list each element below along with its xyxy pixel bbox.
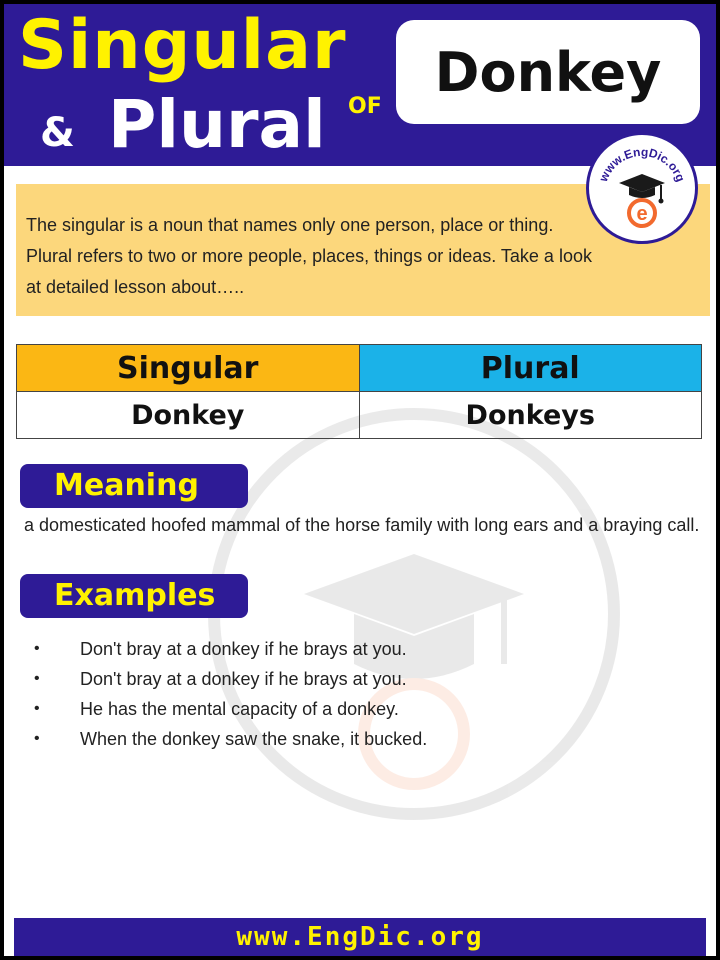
logo-text: www.EngDic.org <box>596 144 688 184</box>
example-text: Don't bray at a donkey if he brays at you. <box>80 669 407 689</box>
singular-plural-table <box>16 344 702 439</box>
table-row <box>17 392 702 439</box>
bullet-icon: • <box>34 700 40 717</box>
intro-box: The singular is a noun that names only one person, place or thing. Plural refers to two or more people, places, things or ideas. Take a look at detailed lesson about….. <box>16 184 710 316</box>
bullet-icon: • <box>34 640 40 657</box>
examples-heading: Examples <box>20 574 248 618</box>
singular-plural-card <box>4 4 716 956</box>
example-text: When the donkey saw the snake, it bucked. <box>80 729 428 749</box>
bullet-icon: • <box>34 730 40 747</box>
list-item <box>24 724 427 754</box>
list-item <box>24 664 427 694</box>
footer-url[interactable]: www.EngDic.org <box>14 918 706 956</box>
word-box <box>396 20 700 124</box>
plural-value: Donkeys <box>359 392 702 439</box>
svg-text:e: e <box>636 203 648 225</box>
example-text: He has the mental capacity of a donkey. <box>80 699 399 719</box>
engdic-logo <box>586 132 698 244</box>
engdic-logo-icon <box>589 135 695 241</box>
examples-list <box>24 634 427 754</box>
plural-header: Plural <box>359 345 702 392</box>
title-of: OF <box>348 94 382 119</box>
word-title: Donkey <box>434 40 662 104</box>
list-item <box>24 634 427 664</box>
example-text: Don't bray at a donkey if he brays at you. <box>80 639 407 659</box>
meaning-text: a domesticated hoofed mammal of the horse family with long ears and a braying call. <box>24 515 700 535</box>
table-header-row <box>17 345 702 392</box>
e-letter-icon <box>629 200 655 226</box>
singular-header: Singular <box>17 345 360 392</box>
title-ampersand: & <box>40 110 75 156</box>
singular-value: Donkey <box>17 392 360 439</box>
list-item <box>24 694 427 724</box>
title-plural: Plural <box>108 86 326 163</box>
bullet-icon: • <box>34 670 40 687</box>
title-singular: Singular <box>18 6 347 85</box>
meaning-heading: Meaning <box>20 464 248 508</box>
